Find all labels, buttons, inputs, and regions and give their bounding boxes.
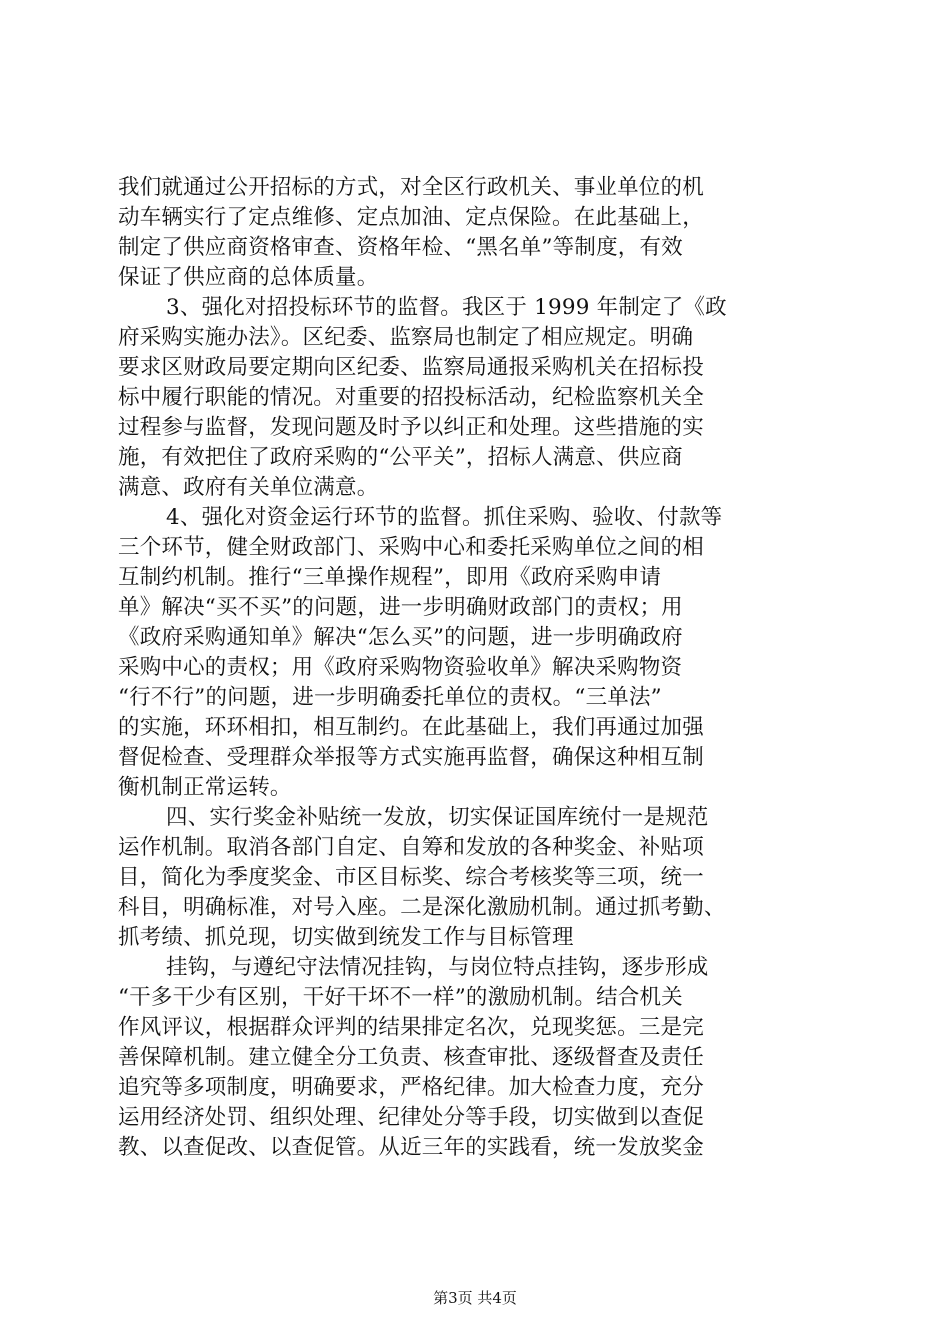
text-line: 保证了供应商的总体质量。 <box>118 265 379 290</box>
text-line: 4、强化对资金运行环节的监督。抓住采购、验收、付款等 <box>166 505 723 530</box>
text-line: 互制约机制。推行“三单操作规程”，即用《政府采购申请 <box>118 565 662 590</box>
text-line: 督促检查、受理群众举报等方式实施再监督，确保这种相互制 <box>118 745 704 770</box>
text-line: 抓考绩、抓兑现，切实做到统发工作与目标管理 <box>118 925 574 950</box>
text-line: 府采购实施办法》。区纪委、监察局也制定了相应规定。明确 <box>118 325 694 350</box>
page-number-label: 第3页 共4页 <box>433 1289 517 1307</box>
text-line: “干多干少有区别，干好干坏不一样”的激励机制。结合机关 <box>118 985 683 1010</box>
text-line: 追究等多项制度，明确要求，严格纪律。加大检查力度，充分 <box>118 1075 704 1100</box>
text-line: 运用经济处罚、组织处理、纪律处分等手段，切实做到以查促 <box>118 1105 704 1130</box>
text-line: 衡机制正常运转。 <box>118 775 292 800</box>
text-line: 制定了供应商资格审查、资格年检、“黑名单”等制度，有效 <box>118 235 683 260</box>
text-line: 采购中心的责权；用《政府采购物资验收单》解决采购物资 <box>118 655 683 680</box>
text-line: 作风评议，根据群众评判的结果排定名次，兑现奖惩。三是完 <box>118 1015 704 1040</box>
text-line: 3、强化对招投标环节的监督。我区于 1999 年制定了《政 <box>166 295 727 320</box>
text-line: “行不行”的问题，进一步明确委托单位的责权。“三单法” <box>118 685 662 710</box>
text-line: 我们就通过公开招标的方式，对全区行政机关、事业单位的机 <box>118 175 704 200</box>
text-line: 施，有效把住了政府采购的“公平关”，招标人满意、供应商 <box>118 445 683 470</box>
text-line: 要求区财政局要定期向区纪委、监察局通报采购机关在招标投 <box>118 355 704 380</box>
text-line: 挂钩，与遵纪守法情况挂钩，与岗位特点挂钩，逐步形成 <box>166 955 709 980</box>
text-line: 运作机制。取消各部门自定、自筹和发放的各种奖金、补贴项 <box>118 835 704 860</box>
text-line: 满意、政府有关单位满意。 <box>118 475 379 500</box>
text-line: 科目，明确标准，对号入座。二是深化激励机制。通过抓考勤、 <box>118 895 726 920</box>
text-line: 善保障机制。建立健全分工负责、核查审批、逐级督查及责任 <box>118 1045 704 1070</box>
text-line: 《政府采购通知单》解决“怎么买”的问题，进一步明确政府 <box>118 625 683 650</box>
text-line: 过程参与监督，发现问题及时予以纠正和处理。这些措施的实 <box>118 415 704 440</box>
page-footer <box>0 1288 950 1308</box>
text-line: 三个环节，健全财政部门、采购中心和委托采购单位之间的相 <box>118 535 704 560</box>
text-line: 动车辆实行了定点维修、定点加油、定点保险。在此基础上， <box>118 205 704 230</box>
text-line: 的实施，环环相扣，相互制约。在此基础上，我们再通过加强 <box>118 715 704 740</box>
text-line: 标中履行职能的情况。对重要的招投标活动，纪检监察机关全 <box>118 385 704 410</box>
text-line: 四、实行奖金补贴统一发放，切实保证国库统付一是规范 <box>166 805 709 830</box>
text-line: 单》解决“买不买”的问题，进一步明确财政部门的责权；用 <box>118 595 683 620</box>
text-line: 教、以查促改、以查促管。从近三年的实践看，统一发放奖金 <box>118 1135 704 1160</box>
document-body <box>118 173 838 1163</box>
text-line: 目，简化为季度奖金、市区目标奖、综合考核奖等三项，统一 <box>118 865 704 890</box>
